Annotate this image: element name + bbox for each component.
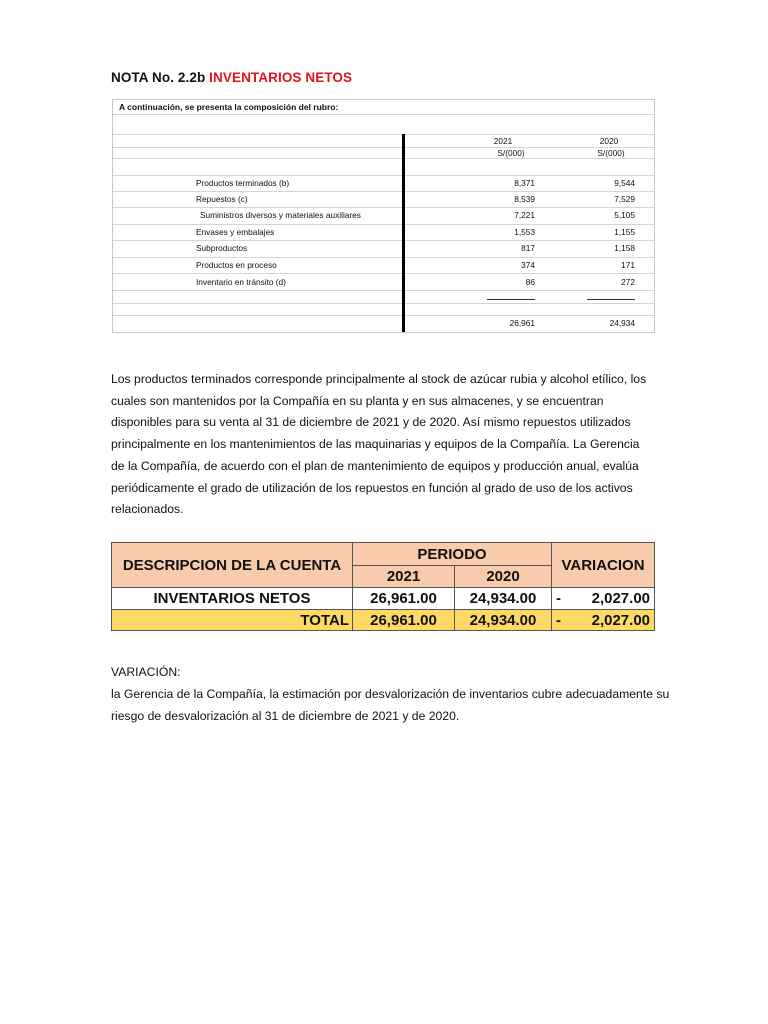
subtotal-underline xyxy=(587,299,635,300)
variation-note xyxy=(111,661,671,727)
composition-table xyxy=(112,99,655,333)
total-variation xyxy=(552,610,655,631)
page-title xyxy=(111,70,352,85)
total-value-2021: 26,961.00 xyxy=(353,610,455,631)
year-2021-header: 2021 xyxy=(493,136,513,146)
table-row-2021: 86 xyxy=(525,277,535,287)
period-header: PERIODO xyxy=(353,543,552,566)
table-row-2020: 171 xyxy=(621,260,635,270)
table-row-label: Productos en proceso xyxy=(196,260,277,270)
unit-2020: S/(000) xyxy=(597,148,625,158)
table-row-2020: 1,155 xyxy=(614,227,635,237)
table-row-label: Envases y embalajes xyxy=(196,227,275,237)
summary-table xyxy=(111,542,655,631)
variation-value: 2,027.00 xyxy=(591,590,650,607)
variation-value: 2,027.00 xyxy=(591,611,650,629)
table-row-label: Suministros diversos y materiales auxiliares xyxy=(200,210,361,220)
row-variation xyxy=(552,588,655,610)
table-row-2021: 8,371 xyxy=(514,178,535,188)
variation-sign: - xyxy=(556,611,561,629)
unit-2021: S/(000) xyxy=(497,148,525,158)
table-row-2020: 9,544 xyxy=(614,178,635,188)
table-row-2020: 272 xyxy=(621,277,635,287)
variation-heading: VARIACIÓN: xyxy=(111,665,181,679)
subtotal-underline xyxy=(487,299,535,300)
total-2021: 26,961 xyxy=(509,318,535,328)
row-label: INVENTARIOS NETOS xyxy=(112,588,353,610)
table-row-label: Inventario en tránsito (d) xyxy=(196,277,286,287)
variation-text: la Gerencia de la Compañía, la estimación por desvalorización de inventarios cubre adecuadamente su riesgo de desvalorización al 31 de diciembre de 2021 y de 2020. xyxy=(111,687,670,723)
table-row-label: Repuestos (c) xyxy=(196,194,248,204)
table-row-2020: 5,105 xyxy=(614,210,635,220)
total-label: TOTAL xyxy=(112,610,353,631)
table-row-2020: 1,158 xyxy=(614,243,635,253)
description-paragraph xyxy=(111,369,656,521)
table-row-2021: 817 xyxy=(521,243,535,253)
row-value-2021: 26,961.00 xyxy=(353,588,455,610)
table-row-2021: 8,539 xyxy=(514,194,535,204)
table-row-2020: 7,529 xyxy=(614,194,635,204)
table-row-label: Productos terminados (b) xyxy=(196,178,290,188)
table-row-2021: 374 xyxy=(521,260,535,270)
row-value-2020: 24,934.00 xyxy=(455,588,552,610)
paragraph-text: Los productos terminados corresponde principalmente al stock de azúcar rubia y alcohol etílico, los cuales son mantenidos por la Compañía en su planta y en sus almacenes, y se encuentran disponibles para su venta al 31 de diciembre de 2021 y de 2020. Así mismo repuestos utilizados principalmente en los mantenimientos de las maquinarias y equipos de la Compañía. La Gerencia de la Compañía, de acuerdo con el plan de mantenimiento de equipos y producción anual, evalúa periódicamente el grado de utilización de los repuestos en función al grado de uso de los activos relacionados. xyxy=(111,372,647,517)
table-divider xyxy=(402,134,405,332)
variation-header: VARIACION xyxy=(552,543,655,588)
total-2020: 24,934 xyxy=(609,318,635,328)
variation-sign: - xyxy=(556,590,561,607)
year2-header: 2020 xyxy=(455,566,552,588)
table-row-label: Subproductos xyxy=(196,243,248,253)
year-2020-header: 2020 xyxy=(599,136,619,146)
total-value-2020: 24,934.00 xyxy=(455,610,552,631)
title-highlight: INVENTARIOS NETOS xyxy=(209,70,353,85)
table-intro: A continuación, se presenta la composición del rubro: xyxy=(119,102,339,112)
year1-header: 2021 xyxy=(353,566,455,588)
table-row-2021: 7,221 xyxy=(514,210,535,220)
table-row-2021: 1,553 xyxy=(514,227,535,237)
desc-header: DESCRIPCION DE LA CUENTA xyxy=(112,543,353,588)
title-prefix: NOTA No. 2.2b xyxy=(111,70,206,85)
